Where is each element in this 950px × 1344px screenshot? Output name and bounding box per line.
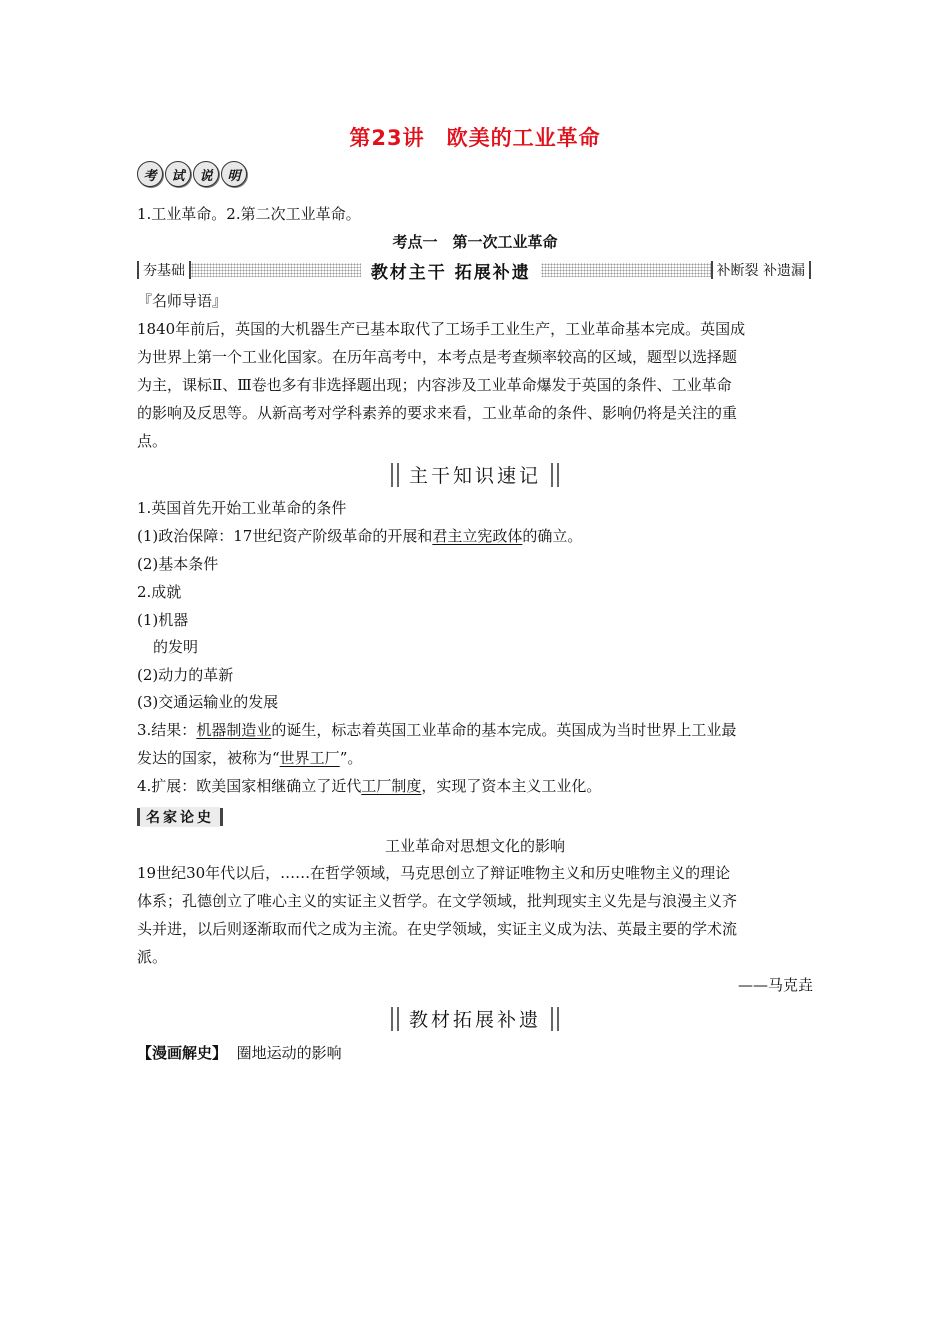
underlined-term: 君主立宪政体 — [432, 527, 523, 545]
banner-center: 教材主干 拓展补遗 — [370, 262, 531, 283]
underlined-term: 工厂制度 — [361, 777, 422, 795]
comic-label: 【漫画解史】 — [137, 1044, 228, 1062]
heading-bar — [391, 463, 393, 487]
heading-bar — [397, 1007, 399, 1031]
comic-line — [137, 1043, 342, 1063]
text-part: ”。 — [339, 749, 363, 767]
heading-bar — [551, 463, 553, 487]
text-part: 4.扩展：欧美国家相继确立了近代 — [137, 777, 362, 795]
section-heading-text: 教材拓展补遗 — [408, 1009, 541, 1031]
exam-items: 1.工业革命。2.第二次工业革命。 — [137, 205, 361, 223]
quote-author: ——马克垚 — [737, 976, 813, 994]
heading-bar — [551, 1007, 553, 1031]
text-part: 发达的国家，被称为“ — [137, 749, 280, 767]
section-heading-knowledge — [0, 461, 950, 488]
banner-left: 夯基础 — [143, 263, 185, 279]
intro-line: 为主，课标Ⅱ、Ⅲ卷也多有非选择题出现；内容涉及工业革命爆发于英国的条件、工业革命 — [137, 376, 732, 394]
label-text: 名家论史 — [140, 807, 220, 827]
underlined-term: 机器制造业 — [196, 721, 272, 739]
quote-title: 工业革命对思想文化的影响 — [384, 837, 565, 855]
quote-line: 头并进，以后则逐渐取而代之成为主流。在史学领域，实证主义成为法、英最主要的学术流 — [137, 920, 738, 938]
quote-line: 派。 — [137, 948, 168, 966]
text-part: (1)政治保障：17世纪资产阶级革命的开展和 — [137, 527, 433, 545]
knowledge-line — [137, 776, 601, 796]
banner-divider — [809, 261, 811, 279]
teacher-intro-label: 『名师导语』 — [137, 292, 228, 310]
knowledge-line: 1.英国首先开始工业革命的条件 — [137, 499, 347, 517]
heading-bar — [391, 1007, 393, 1031]
knowledge-line: (1)机器 — [137, 611, 189, 629]
section-banner — [137, 259, 811, 281]
text-part: 的确立。 — [522, 527, 583, 545]
knowledge-line: (3)交通运输业的发展 — [137, 693, 279, 711]
intro-line: 点。 — [137, 432, 168, 450]
banner-dots — [541, 263, 711, 277]
text-part: ，实现了资本主义工业化。 — [421, 777, 602, 795]
intro-line: 的影响及反思等。从新高考对学科素养的要求来看，工业革命的条件、影响仍将是关注的重 — [137, 404, 738, 422]
section-heading-text: 主干知识速记 — [408, 465, 541, 487]
heading-bar — [557, 1007, 559, 1031]
text-part: 3.结果： — [137, 721, 197, 739]
intro-line: 1840年前后，英国的大机器生产已基本取代了工场手工业生产，工业革命基本完成。英国成 — [137, 320, 746, 338]
knowledge-line: (2)动力的革新 — [137, 666, 234, 684]
quote-line: 体系；孔德创立了唯心主义的实证主义哲学。在文学领域，批判现实主义先是与浪漫主义齐 — [137, 892, 738, 910]
quote-line: 19世纪30年代以后，……在哲学领域，马克思创立了辩证唯物主义和历史唯物主义的理论 — [137, 864, 731, 882]
badge-char: 试 — [165, 161, 191, 187]
knowledge-line: (2)基本条件 — [137, 555, 219, 573]
underlined-term: 世界工厂 — [279, 749, 340, 767]
exam-description-badge — [137, 161, 247, 187]
badge-char: 明 — [221, 161, 247, 187]
knowledge-line: 2.成就 — [137, 583, 182, 601]
text-part: 的诞生，标志着英国工业革命的基本完成。英国成为当时世界上工业最 — [271, 721, 737, 739]
knowledge-line — [137, 748, 362, 768]
badge-char: 说 — [193, 161, 219, 187]
label-bar — [220, 808, 223, 826]
knowledge-line — [137, 720, 736, 740]
topic-heading: 考点一 第一次工业革命 — [392, 233, 558, 251]
page-title: 第23讲 欧美的工业革命 — [349, 126, 601, 150]
knowledge-line — [137, 526, 582, 546]
heading-bar — [397, 463, 399, 487]
section-heading-supplement — [0, 1005, 950, 1032]
heading-bar — [557, 463, 559, 487]
badge-char: 考 — [137, 161, 163, 187]
intro-line: 为世界上第一个工业化国家。在历年高考中，本考点是考查频率较高的区域，题型以选择题 — [137, 348, 738, 366]
banner-right: 补断裂 补遗漏 — [716, 263, 805, 279]
knowledge-line: 的发明 — [153, 638, 199, 656]
famous-scholars-label — [137, 807, 223, 827]
banner-dots — [191, 263, 361, 277]
comic-text: 圈地运动的影响 — [236, 1044, 342, 1062]
